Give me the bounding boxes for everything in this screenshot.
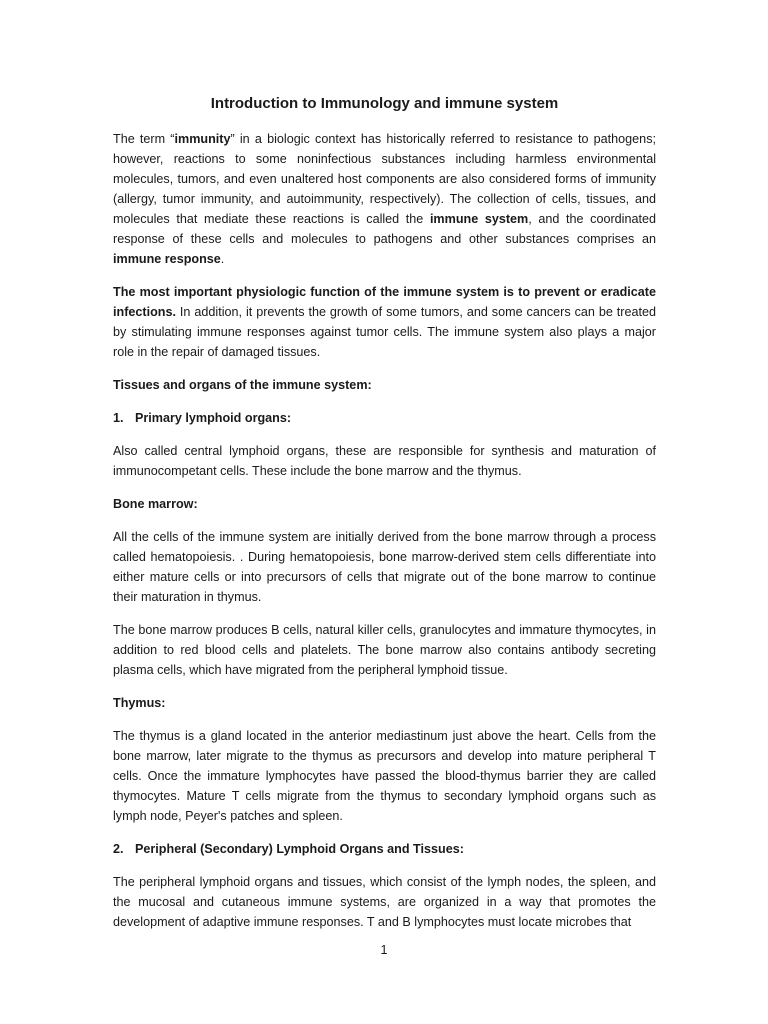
paragraph-bone-marrow-origin: All the cells of the immune system are initially derived from the bone marrow through a process called hematopoiesis. . During hematopoiesis, bone marrow-derived stem cells differentiate into either mature cells or into precursors of cells that migrate out of the bone marrow to continue their maturation in thymus. bbox=[113, 530, 656, 604]
document-title: Introduction to Immunology and immune system bbox=[210, 95, 559, 112]
paragraph-immune-function: The most important physiologic function of the immune system is to prevent or eradicate infections. In addition, it prevents the growth of some tumors, and some cancers can be treated by stimulating immune responses against tumor cells. The immune system also plays a major role in the repair of damaged tissues. bbox=[113, 285, 656, 359]
paragraph-primary-lymphoid: Also called central lymphoid organs, these are responsible for synthesis and maturation of immunocompetant cells. These include the bone marrow and the thymus. bbox=[113, 444, 656, 478]
page-number: 1 bbox=[380, 943, 388, 957]
document-page bbox=[113, 94, 656, 945]
heading-primary-lymphoid-organs bbox=[113, 408, 656, 428]
paragraph-peripheral-lymphoid: The peripheral lymphoid organs and tissues, which consist of the lymph nodes, the spleen, and the mucosal and cutaneous immune systems, are organized in a way that promotes the development of adaptive immune responses. T and B lymphocytes must locate microbes that bbox=[113, 875, 656, 929]
heading-thymus: Thymus: bbox=[113, 696, 166, 710]
heading-number: 1. bbox=[113, 411, 124, 425]
paragraph-thymus: The thymus is a gland located in the anterior mediastinum just above the heart. Cells from the bone marrow, later migrate to the thymus as precursors and develop into mature peripheral T cells. Once the immature lymphocytes have passed the blood-thymus barrier they are called thymocytes. Mature T cells migrate from the thymus to secondary lymphoid organs such as lymph node, Peyer's patches and spleen. bbox=[113, 729, 656, 823]
paragraph-bone-marrow-products: The bone marrow produces B cells, natural killer cells, granulocytes and immature thymocytes, in addition to red blood cells and platelets. The bone marrow also contains antibody secreting plasma cells, which have migrated from the peripheral lymphoid tissue. bbox=[113, 623, 656, 677]
paragraph-immunity-definition: The term “immunity” in a biologic context has historically referred to resistance to pathogens; however, reactions to some noninfectious substances including harmless environmental molecules, tumors, and even unaltered host components are also considered forms of immunity (allergy, tumor immunity, and autoimmunity, respectively). The collection of cells, tissues, and molecules that mediate these reactions is called the immune system, and the coordinated response of these cells and molecules to pathogens and other substances comprises an immune response. bbox=[113, 132, 656, 266]
heading-peripheral-lymphoid-organs bbox=[113, 839, 656, 859]
section-heading-tissues-organs: Tissues and organs of the immune system: bbox=[113, 378, 372, 392]
heading-text: Primary lymphoid organs: bbox=[135, 411, 292, 425]
heading-text: Peripheral (Secondary) Lymphoid Organs and Tissues: bbox=[135, 842, 464, 856]
heading-number: 2. bbox=[113, 842, 124, 856]
heading-bone-marrow: Bone marrow: bbox=[113, 497, 198, 511]
